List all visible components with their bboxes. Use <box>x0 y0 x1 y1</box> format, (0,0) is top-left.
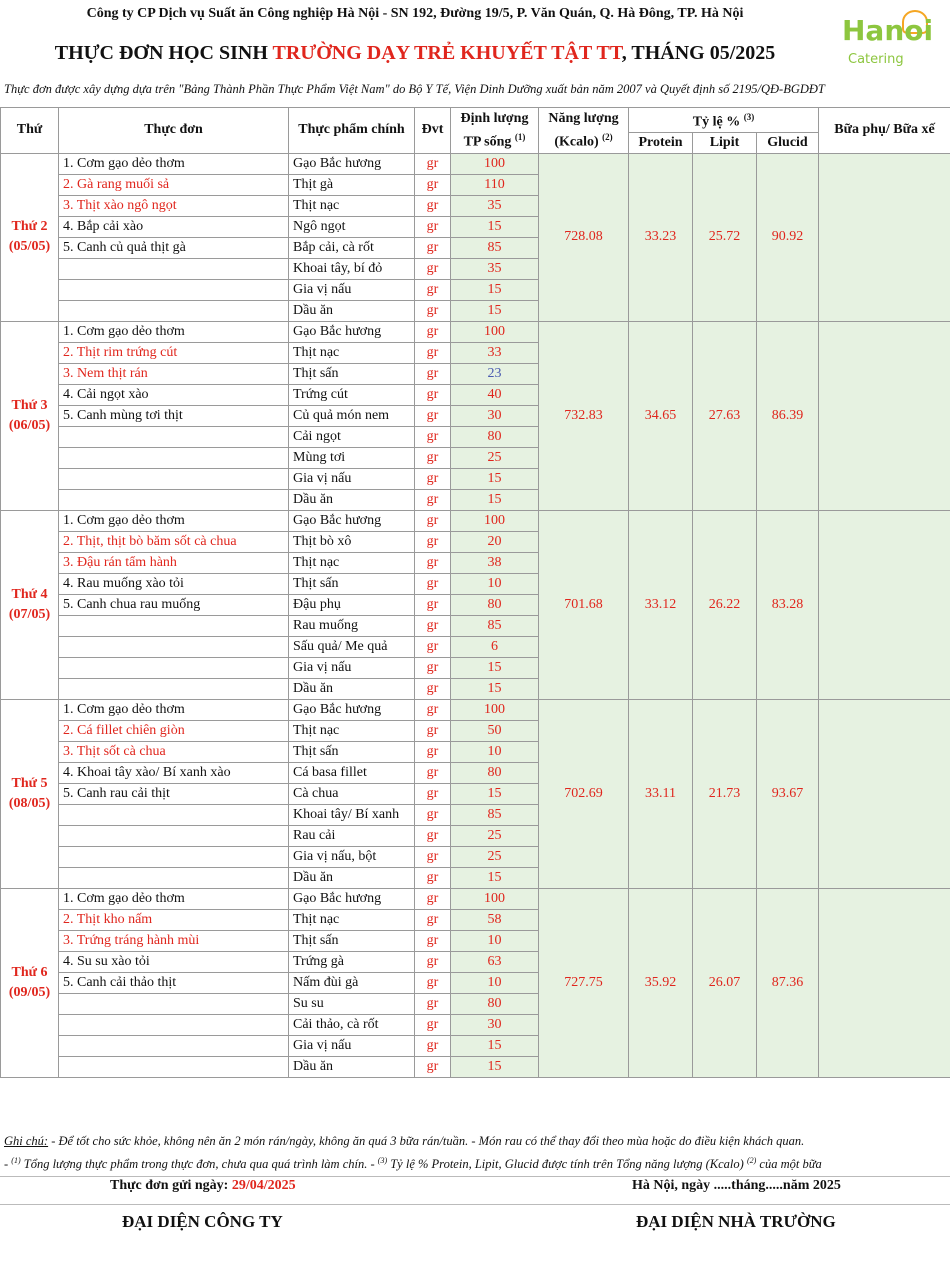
menu-body <box>1 153 950 1077</box>
dish-cell <box>59 1014 289 1035</box>
unit-cell: gr <box>415 237 451 258</box>
food-cell: Trứng cút <box>289 384 415 405</box>
protein-cell: 35.92 <box>629 888 693 1077</box>
header-glucid: Glucid <box>757 132 819 153</box>
dish-cell: 5. Canh chua rau muống <box>59 594 289 615</box>
menu-subtitle: Thực đơn được xây dựng dựa trên "Bảng Thành Phần Thực Phẩm Việt Nam" do Bộ Y Tế, Viện Dinh Dưỡng xuất bản năm 2007 và Quyết định số 2195/QĐ-BGDĐT <box>4 82 825 96</box>
glucid-cell: 93.67 <box>757 699 819 888</box>
dish-cell: 2. Thịt kho nấm <box>59 909 289 930</box>
quantity-cell: 100 <box>451 888 539 909</box>
food-cell: Gạo Bắc hương <box>289 153 415 174</box>
dish-cell <box>59 657 289 678</box>
glucid-cell: 90.92 <box>757 153 819 321</box>
food-cell: Dầu ăn <box>289 1056 415 1077</box>
logo-main-text: Hanoi <box>842 14 934 47</box>
quantity-cell: 40 <box>451 384 539 405</box>
unit-cell: gr <box>415 174 451 195</box>
logo-sub-text: Catering <box>848 52 904 67</box>
unit-cell: gr <box>415 300 451 321</box>
dish-cell <box>59 678 289 699</box>
header-protein: Protein <box>629 132 693 153</box>
food-cell: Gạo Bắc hương <box>289 699 415 720</box>
dish-cell: 1. Cơm gạo dẻo thơm <box>59 153 289 174</box>
header-energy-text: Năng lượng (Kcalo) <box>548 110 619 150</box>
quantity-cell: 80 <box>451 426 539 447</box>
food-cell: Cà chua <box>289 783 415 804</box>
quantity-cell: 58 <box>451 909 539 930</box>
dish-cell: 4. Rau muống xào tỏi <box>59 573 289 594</box>
extra-meal-cell <box>819 510 950 699</box>
dish-cell <box>59 489 289 510</box>
unit-cell: gr <box>415 846 451 867</box>
day-name: Thứ 4 <box>11 586 48 602</box>
energy-cell: 702.69 <box>539 699 629 888</box>
unit-cell: gr <box>415 951 451 972</box>
food-cell: Cải ngọt <box>289 426 415 447</box>
dish-cell: 4. Cải ngọt xào <box>59 384 289 405</box>
unit-cell: gr <box>415 720 451 741</box>
protein-cell: 33.11 <box>629 699 693 888</box>
energy-cell: 701.68 <box>539 510 629 699</box>
quantity-cell: 15 <box>451 1035 539 1056</box>
food-cell: Ngô ngọt <box>289 216 415 237</box>
table-row <box>1 321 950 342</box>
day-date: (06/05) <box>8 417 51 433</box>
table-row <box>1 153 950 174</box>
quantity-cell: 23 <box>451 363 539 384</box>
day-name: Thứ 6 <box>11 964 48 980</box>
header-lipit: Lipit <box>693 132 757 153</box>
food-cell: Thịt nạc <box>289 195 415 216</box>
table-row <box>1 699 950 720</box>
quantity-cell: 35 <box>451 258 539 279</box>
food-cell: Dầu ăn <box>289 678 415 699</box>
day-date: (05/05) <box>8 239 51 255</box>
lipit-cell: 21.73 <box>693 699 757 888</box>
extra-meal-cell <box>819 888 950 1077</box>
unit-cell: gr <box>415 405 451 426</box>
day-name: Thứ 3 <box>11 397 48 413</box>
quantity-cell: 15 <box>451 783 539 804</box>
food-cell: Thịt sấn <box>289 363 415 384</box>
unit-cell: gr <box>415 510 451 531</box>
food-cell: Cá basa fillet <box>289 762 415 783</box>
quantity-cell: 80 <box>451 762 539 783</box>
lipit-cell: 26.07 <box>693 888 757 1077</box>
food-cell: Thịt sấn <box>289 930 415 951</box>
unit-cell: gr <box>415 426 451 447</box>
header-menu: Thực đơn <box>59 108 289 154</box>
unit-cell: gr <box>415 804 451 825</box>
glucid-cell: 83.28 <box>757 510 819 699</box>
footnotes <box>4 1131 950 1174</box>
food-cell: Gạo Bắc hương <box>289 888 415 909</box>
unit-cell: gr <box>415 552 451 573</box>
quantity-cell: 63 <box>451 951 539 972</box>
day-date: (07/05) <box>8 606 51 622</box>
protein-cell: 33.12 <box>629 510 693 699</box>
dish-cell: 5. Canh rau cải thịt <box>59 783 289 804</box>
food-cell: Thịt sấn <box>289 741 415 762</box>
unit-cell: gr <box>415 825 451 846</box>
unit-cell: gr <box>415 699 451 720</box>
dish-cell: 1. Cơm gạo dẻo thơm <box>59 321 289 342</box>
quantity-cell: 85 <box>451 237 539 258</box>
footnote-line-1 <box>4 1131 950 1151</box>
unit-cell: gr <box>415 1056 451 1077</box>
unit-cell: gr <box>415 972 451 993</box>
day-date: (09/05) <box>8 984 51 1000</box>
food-cell: Thịt sấn <box>289 573 415 594</box>
notes-line2-c: Tỷ lệ % Protein, Lipit, Glucid được tính trên Tổng năng lượng (Kcalo) <box>387 1157 747 1172</box>
food-cell: Khoai tây, bí đỏ <box>289 258 415 279</box>
unit-cell: gr <box>415 615 451 636</box>
footnote-line-2 <box>4 1151 950 1174</box>
dish-cell <box>59 1035 289 1056</box>
quantity-cell: 100 <box>451 510 539 531</box>
dish-cell <box>59 300 289 321</box>
notes-sup2: (2) <box>746 1156 757 1165</box>
unit-cell: gr <box>415 1014 451 1035</box>
food-cell: Rau cải <box>289 825 415 846</box>
quantity-cell: 6 <box>451 636 539 657</box>
food-cell: Thịt nạc <box>289 909 415 930</box>
food-cell: Gia vị nấu <box>289 279 415 300</box>
quantity-cell: 15 <box>451 1056 539 1077</box>
food-cell: Đậu phụ <box>289 594 415 615</box>
lipit-cell: 25.72 <box>693 153 757 321</box>
dish-cell: 1. Cơm gạo dẻo thơm <box>59 699 289 720</box>
unit-cell: gr <box>415 216 451 237</box>
extra-meal-cell <box>819 699 950 888</box>
quantity-cell: 15 <box>451 867 539 888</box>
header-qty <box>451 108 539 154</box>
notes-line1: - Để tốt cho sức khỏe, không nên ăn 2 món rán/ngày, không ăn quá 3 bữa rán/tuần. - Món rau có thể thay đổi theo mùa hoặc do điều kiện khách quan. <box>48 1134 805 1148</box>
food-cell: Sấu quả/ Me quả <box>289 636 415 657</box>
unit-cell: gr <box>415 447 451 468</box>
unit-cell: gr <box>415 594 451 615</box>
school-representative: ĐẠI DIỆN NHÀ TRƯỜNG <box>636 1212 836 1231</box>
quantity-cell: 35 <box>451 195 539 216</box>
quantity-cell: 80 <box>451 594 539 615</box>
dish-cell: 2. Gà rang muối sả <box>59 174 289 195</box>
food-cell: Gạo Bắc hương <box>289 510 415 531</box>
quantity-cell: 30 <box>451 1014 539 1035</box>
food-cell: Gia vị nấu, bột <box>289 846 415 867</box>
unit-cell: gr <box>415 909 451 930</box>
day-cell <box>1 321 59 510</box>
unit-cell: gr <box>415 279 451 300</box>
food-cell: Gia vị nấu <box>289 468 415 489</box>
place-date: Hà Nội, ngày .....tháng.....năm 2025 <box>632 1178 841 1193</box>
dish-cell <box>59 615 289 636</box>
lipit-cell: 26.22 <box>693 510 757 699</box>
day-date: (08/05) <box>8 795 51 811</box>
dish-cell: 4. Khoai tây xào/ Bí xanh xào <box>59 762 289 783</box>
quantity-cell: 25 <box>451 846 539 867</box>
header-extra: Bữa phụ/ Bữa xế <box>819 108 950 154</box>
unit-cell: gr <box>415 342 451 363</box>
company-header: Công ty CP Dịch vụ Suất ăn Công nghiệp Hà Nội - SN 192, Đường 19/5, P. Văn Quán, Q. Hà Đông, TP. Hà Nội <box>86 6 744 21</box>
day-name: Thứ 2 <box>11 219 48 235</box>
dish-cell <box>59 867 289 888</box>
notes-sup1: (1) <box>11 1156 21 1165</box>
quantity-cell: 15 <box>451 216 539 237</box>
notes-label: Ghi chú: <box>4 1134 49 1148</box>
unit-cell: gr <box>415 573 451 594</box>
food-cell: Bắp cải, cà rốt <box>289 237 415 258</box>
header-unit: Đvt <box>415 108 451 154</box>
quantity-cell: 10 <box>451 741 539 762</box>
unit-cell: gr <box>415 657 451 678</box>
quantity-cell: 10 <box>451 573 539 594</box>
dish-cell: 4. Su su xào tỏi <box>59 951 289 972</box>
glucid-cell: 86.39 <box>757 321 819 510</box>
footer-divider-2 <box>0 1204 950 1205</box>
notes-line2-d: của một bữa <box>756 1157 822 1172</box>
dish-cell <box>59 447 289 468</box>
quantity-cell: 38 <box>451 552 539 573</box>
unit-cell: gr <box>415 195 451 216</box>
dish-cell: 3. Thịt xào ngô ngọt <box>59 195 289 216</box>
food-cell: Rau muống <box>289 615 415 636</box>
notes-sup3: (3) <box>377 1156 388 1165</box>
quantity-cell: 10 <box>451 972 539 993</box>
sent-date-line <box>110 1178 296 1194</box>
food-cell: Dầu ăn <box>289 300 415 321</box>
food-cell: Gia vị nấu <box>289 1035 415 1056</box>
header-qty-sup: (1) <box>514 131 526 142</box>
notes-line2-b: Tổng lượng thực phẩm trong thực đơn, chưa qua quá trình làm chín. - <box>20 1157 378 1172</box>
dish-cell <box>59 258 289 279</box>
food-cell: Cải thảo, cà rốt <box>289 1014 415 1035</box>
dish-cell <box>59 468 289 489</box>
quantity-cell: 33 <box>451 342 539 363</box>
day-cell <box>1 888 59 1077</box>
page-title <box>0 42 830 65</box>
unit-cell: gr <box>415 363 451 384</box>
menu-table <box>0 107 950 1078</box>
unit-cell: gr <box>415 489 451 510</box>
unit-cell: gr <box>415 384 451 405</box>
header-food: Thực phẩm chính <box>289 108 415 154</box>
quantity-cell: 50 <box>451 720 539 741</box>
unit-cell: gr <box>415 762 451 783</box>
header-ratio-text: Tỷ lệ % <box>692 114 741 130</box>
unit-cell: gr <box>415 930 451 951</box>
food-cell: Thịt nạc <box>289 342 415 363</box>
extra-meal-cell <box>819 321 950 510</box>
day-name: Thứ 5 <box>11 775 48 791</box>
dish-cell <box>59 846 289 867</box>
table-row <box>1 510 950 531</box>
quantity-cell: 25 <box>451 825 539 846</box>
quantity-cell: 110 <box>451 174 539 195</box>
footer-divider-1 <box>0 1176 950 1177</box>
title-school: TRƯỜNG DẠY TRẺ KHUYẾT TẬT TT <box>272 42 622 64</box>
quantity-cell: 15 <box>451 300 539 321</box>
food-cell: Khoai tây/ Bí xanh <box>289 804 415 825</box>
dish-cell: 1. Cơm gạo dẻo thơm <box>59 888 289 909</box>
title-part1: THỰC ĐƠN HỌC SINH <box>54 42 273 64</box>
unit-cell: gr <box>415 636 451 657</box>
extra-meal-cell <box>819 153 950 321</box>
day-cell <box>1 510 59 699</box>
quantity-cell: 15 <box>451 657 539 678</box>
food-cell: Nấm đùi gà <box>289 972 415 993</box>
header-ratio <box>629 108 819 133</box>
dish-cell: 3. Nem thịt rán <box>59 363 289 384</box>
dish-cell <box>59 804 289 825</box>
dish-cell: 3. Trứng tráng hành mùi <box>59 930 289 951</box>
quantity-cell: 10 <box>451 930 539 951</box>
header-energy <box>539 108 629 154</box>
day-cell <box>1 153 59 321</box>
quantity-cell: 15 <box>451 678 539 699</box>
unit-cell: gr <box>415 153 451 174</box>
dish-cell <box>59 993 289 1014</box>
dish-cell: 4. Bắp cải xào <box>59 216 289 237</box>
quantity-cell: 80 <box>451 993 539 1014</box>
glucid-cell: 87.36 <box>757 888 819 1077</box>
unit-cell: gr <box>415 468 451 489</box>
dish-cell: 5. Canh củ quả thịt gà <box>59 237 289 258</box>
unit-cell: gr <box>415 321 451 342</box>
dish-cell: 3. Thịt sốt cà chua <box>59 741 289 762</box>
quantity-cell: 100 <box>451 153 539 174</box>
dish-cell <box>59 426 289 447</box>
table-row <box>1 888 950 909</box>
food-cell: Dầu ăn <box>289 867 415 888</box>
protein-cell: 34.65 <box>629 321 693 510</box>
unit-cell: gr <box>415 678 451 699</box>
unit-cell: gr <box>415 258 451 279</box>
dish-cell <box>59 636 289 657</box>
title-part2: , THÁNG 05/2025 <box>621 42 776 64</box>
dish-cell <box>59 1056 289 1077</box>
unit-cell: gr <box>415 783 451 804</box>
dish-cell: 5. Canh mùng tơi thịt <box>59 405 289 426</box>
quantity-cell: 15 <box>451 489 539 510</box>
dish-cell: 2. Thịt rim trứng cút <box>59 342 289 363</box>
quantity-cell: 85 <box>451 804 539 825</box>
food-cell: Thịt nạc <box>289 720 415 741</box>
food-cell: Củ quả món nem <box>289 405 415 426</box>
dish-cell <box>59 279 289 300</box>
sent-label: Thực đơn gửi ngày: <box>110 1178 232 1193</box>
company-representative: ĐẠI DIỆN CÔNG TY <box>122 1212 283 1231</box>
quantity-cell: 15 <box>451 468 539 489</box>
food-cell: Gạo Bắc hương <box>289 321 415 342</box>
notes-line2-a: - <box>4 1157 12 1172</box>
unit-cell: gr <box>415 993 451 1014</box>
quantity-cell: 25 <box>451 447 539 468</box>
food-cell: Thịt bò xô <box>289 531 415 552</box>
food-cell: Mùng tơi <box>289 447 415 468</box>
dish-cell <box>59 825 289 846</box>
dish-cell: 5. Canh cải thảo thịt <box>59 972 289 993</box>
day-cell <box>1 699 59 888</box>
dish-cell: 2. Cá fillet chiên giòn <box>59 720 289 741</box>
header-qty-text: Định lượng TP sống <box>460 110 529 150</box>
unit-cell: gr <box>415 1035 451 1056</box>
quantity-cell: 30 <box>451 405 539 426</box>
quantity-cell: 85 <box>451 615 539 636</box>
food-cell: Trứng gà <box>289 951 415 972</box>
energy-cell: 728.08 <box>539 153 629 321</box>
sent-date: 29/04/2025 <box>231 1178 296 1193</box>
unit-cell: gr <box>415 531 451 552</box>
food-cell: Thịt gà <box>289 174 415 195</box>
energy-cell: 727.75 <box>539 888 629 1077</box>
header-energy-sup: (2) <box>602 131 613 142</box>
food-cell: Thịt nạc <box>289 552 415 573</box>
quantity-cell: 20 <box>451 531 539 552</box>
quantity-cell: 15 <box>451 279 539 300</box>
lipit-cell: 27.63 <box>693 321 757 510</box>
food-cell: Gia vị nấu <box>289 657 415 678</box>
food-cell: Dầu ăn <box>289 489 415 510</box>
header-ratio-sup: (3) <box>743 112 755 122</box>
dish-cell: 3. Đậu rán tẩm hành <box>59 552 289 573</box>
dish-cell: 2. Thịt, thịt bò băm sốt cà chua <box>59 531 289 552</box>
quantity-cell: 100 <box>451 699 539 720</box>
quantity-cell: 100 <box>451 321 539 342</box>
food-cell: Su su <box>289 993 415 1014</box>
protein-cell: 33.23 <box>629 153 693 321</box>
unit-cell: gr <box>415 867 451 888</box>
header-day: Thứ <box>1 108 59 154</box>
dish-cell: 1. Cơm gạo dẻo thơm <box>59 510 289 531</box>
unit-cell: gr <box>415 888 451 909</box>
energy-cell: 732.83 <box>539 321 629 510</box>
company-logo <box>830 8 942 72</box>
unit-cell: gr <box>415 741 451 762</box>
